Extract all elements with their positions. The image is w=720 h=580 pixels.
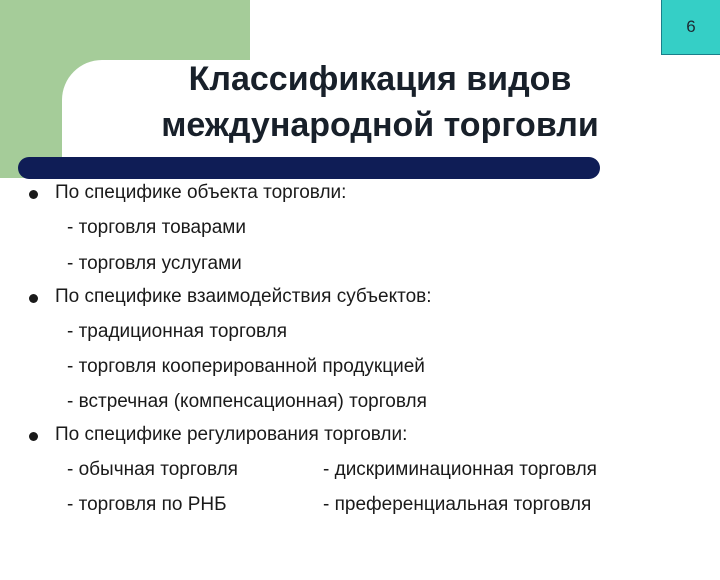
bullet-icon — [29, 432, 38, 441]
section-heading: По специфике регулирования торговли: — [55, 424, 408, 445]
slide-title — [60, 56, 700, 148]
list-item: - торговля услугами — [67, 253, 242, 274]
slide-title-line-2: международной торговли — [161, 106, 599, 144]
list-item-right: - дискриминационная торговля — [323, 459, 597, 480]
title-divider-bar — [18, 157, 600, 179]
list-item: - традиционная торговля — [67, 321, 288, 342]
section-heading: По специфике взаимодействия субъектов: — [55, 286, 432, 307]
list-item: - торговля кооперированной продукцией — [67, 356, 425, 377]
list-item: - встречная (компенсационная) торговля — [67, 391, 427, 412]
list-item: - торговля товарами — [67, 217, 246, 238]
section-heading: По специфике объекта торговли: — [55, 182, 347, 203]
slide-number: 6 — [686, 17, 696, 36]
bullet-icon — [29, 294, 38, 303]
bullet-icon — [29, 190, 38, 199]
list-item-right: - преференциальная торговля — [323, 494, 592, 515]
list-item-left: - торговля по РНБ — [67, 494, 227, 515]
slide-number-box — [661, 0, 720, 55]
list-item-left: - обычная торговля — [67, 459, 238, 480]
slide-title-line-1: Классификация видов — [188, 60, 572, 98]
